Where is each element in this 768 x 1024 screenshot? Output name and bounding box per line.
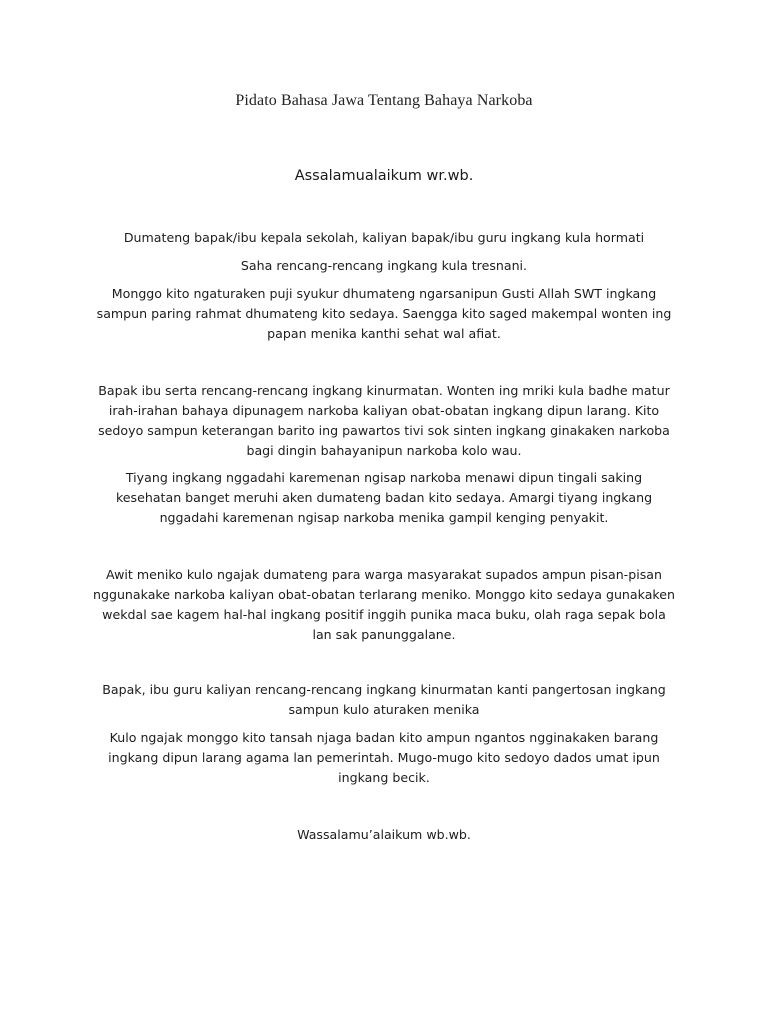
- paragraph-6: Awit meniko kulo ngajak dumateng para warga masyarakat supados ampun pisan-pisan nggunakake narkoba kaliyan obat-obatan terlarang meniko. Monggo kito sedaya gunakaken wekdal sae kagem hal-hal ingkang positif inggih punika maca buku, olah raga sepak bola lan sak panunggalane.: [92, 567, 675, 642]
- opening-greeting: Assalamualaikum wr.wb.: [294, 168, 474, 184]
- paragraph-7: Bapak, ibu guru kaliyan rencang-rencang ingkang kinurmatan kanti pangertosan ingkang sampun kulo aturaken menika: [102, 682, 666, 717]
- closing-greeting: Wassalamu’alaikum wb.wb.: [297, 827, 471, 842]
- paragraph-1: Dumateng bapak/ibu kepala sekolah, kaliyan bapak/ibu guru ingkang kula hormati: [123, 230, 645, 245]
- paragraph-3: Monggo kito ngaturaken puji syukur dhumateng ngarsanipun Gusti Allah SWT ingkang sampun paring rahmat dhumateng kito sedaya. Saengga kito saged makempal wonten ing papan menika kanthi sehat wal afiat.: [96, 286, 672, 341]
- paragraph-2: Saha rencang-rencang ingkang kula tresnani.: [240, 258, 528, 273]
- document-title: Pidato Bahasa Jawa Tentang Bahaya Narkoba: [235, 92, 533, 109]
- paragraph-8: Kulo ngajak monggo kito tansah njaga badan kito ampun ngantos ngginakaken barang ingkang dipun larang agama lan pemerintah. Mugo-mugo kito sedoyo dados umat ipun ingkang becik.: [108, 730, 660, 785]
- paragraph-5: Tiyang ingkang nggadahi karemenan ngisap narkoba menawi dipun tingali saking kesehatan banget meruhi aken dumateng badan kito sedaya. Amargi tiyang ingkang nggadahi karemenan ngisap narkoba menika gampil kenging penyakit.: [115, 470, 653, 525]
- paragraph-4: Bapak ibu serta rencang-rencang ingkang kinurmatan. Wonten ing mriki kula badhe matur irah-irahan bahaya dipunagem narkoba kaliyan obat-obatan ingkang dipun larang. Kito sedoyo sampun keterangan barito ing pawartos tivi sok sinten ingkang ginakaken narkoba bagi dingin bahayanipun narkoba kolo wau.: [98, 383, 670, 458]
